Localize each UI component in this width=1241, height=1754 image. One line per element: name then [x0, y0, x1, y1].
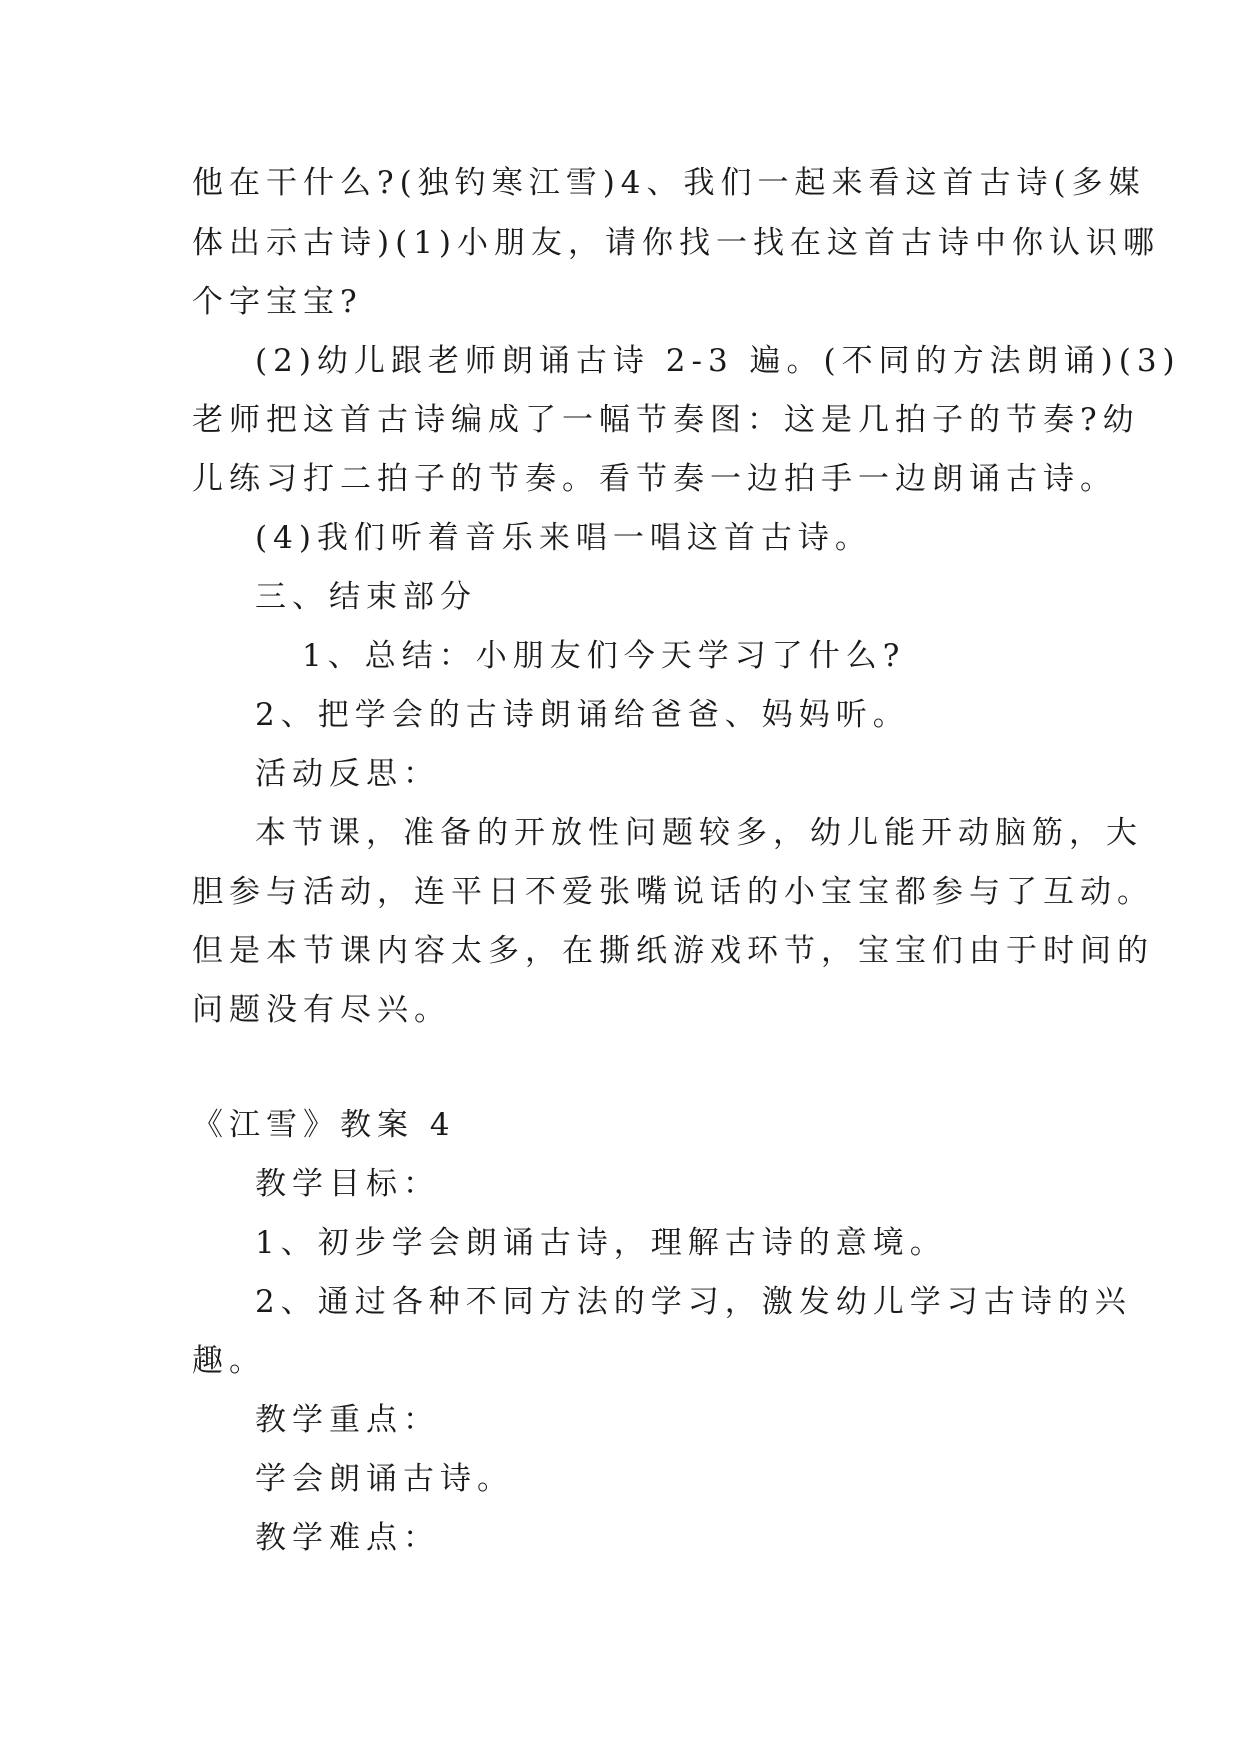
- section-heading: 活动反思：: [255, 756, 440, 792]
- text-line: 体出示古诗)(1)小朋友，请你找一找在这首古诗中你认识哪: [192, 225, 1161, 261]
- document-title: 《江雪》教案 4: [192, 1107, 456, 1143]
- text-line: 但是本节课内容太多，在撕纸游戏环节，宝宝们由于时间的: [192, 933, 1154, 969]
- text-line: 趣。: [192, 1343, 266, 1379]
- section-heading: 教学难点：: [255, 1520, 440, 1556]
- section-heading: 三、结束部分: [255, 579, 477, 615]
- text-line: 2、把学会的古诗朗诵给爸爸、妈妈听。: [255, 697, 910, 733]
- text-line: 胆参与活动，连平日不爱张嘴说话的小宝宝都参与了互动。: [192, 874, 1154, 910]
- text-line: 1、初步学会朗诵古诗，理解古诗的意境。: [255, 1225, 947, 1261]
- text-line: 1、总结：小朋友们今天学习了什么?: [302, 638, 906, 674]
- text-line: (2)幼儿跟老师朗诵古诗 2-3 遍。(不同的方法朗诵)(3): [255, 343, 1181, 379]
- text-line: 学会朗诵古诗。: [255, 1461, 514, 1497]
- text-line: 问题没有尽兴。: [192, 992, 451, 1028]
- section-heading: 教学重点：: [255, 1402, 440, 1438]
- text-line: 本节课，准备的开放性问题较多，幼儿能开动脑筋，大: [255, 815, 1143, 851]
- text-line: 2、通过各种不同方法的学习，激发幼儿学习古诗的兴: [255, 1284, 1132, 1320]
- text-line: 个字宝宝?: [192, 284, 363, 320]
- text-line: 他在干什么?(独钓寒江雪)4、我们一起来看这首古诗(多媒: [192, 165, 1146, 201]
- text-line: (4)我们听着音乐来唱一唱这首古诗。: [255, 520, 872, 556]
- section-heading: 教学目标：: [255, 1166, 440, 1202]
- text-line: 儿练习打二拍子的节奏。看节奏一边拍手一边朗诵古诗。: [192, 461, 1117, 497]
- text-line: 老师把这首古诗编成了一幅节奏图：这是几拍子的节奏?幼: [192, 402, 1140, 438]
